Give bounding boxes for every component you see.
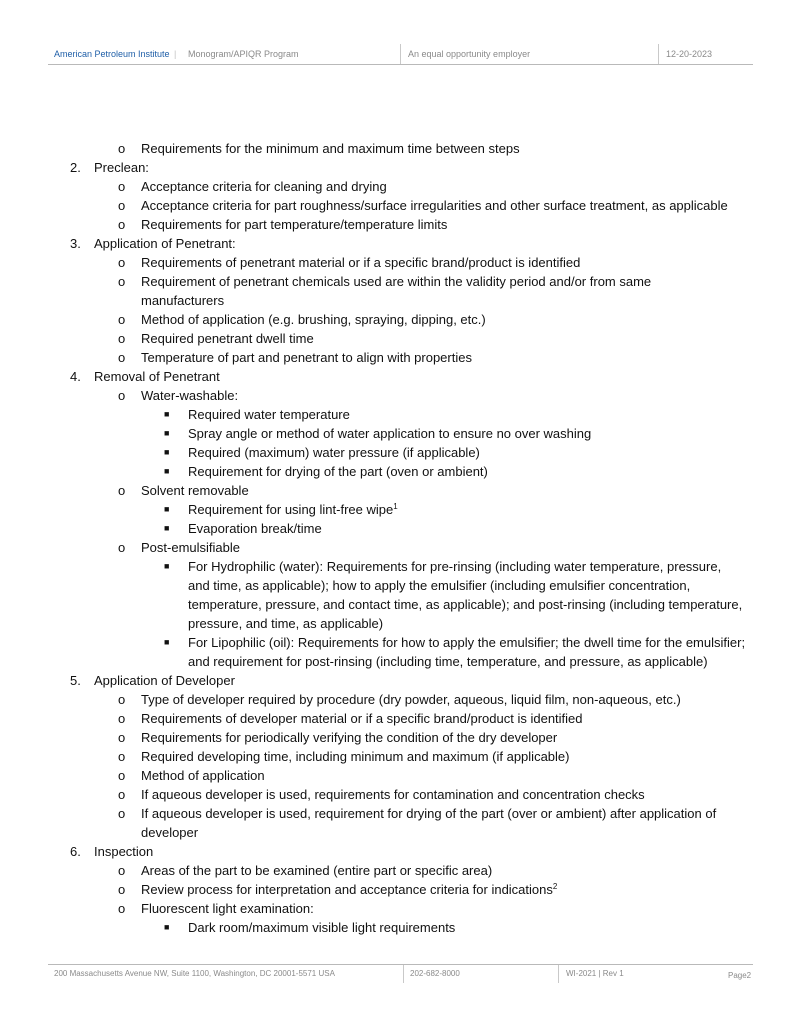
bullet-circle: o [118, 331, 126, 346]
bullet-circle: o [118, 863, 126, 878]
bullet-circle: o [118, 217, 126, 232]
bullet-circle: o [118, 901, 126, 916]
list-item: o Required developing time, including minimum and maximum (if applicable) [118, 749, 570, 764]
sub-list-item: ■ Evaporation break/time [164, 521, 322, 536]
bullet-circle: o [118, 787, 126, 802]
sub-list-item: ■ Required water temperature [164, 407, 350, 422]
list-item: o Method of application (e.g. brushing, spraying, dipping, etc.) [118, 312, 486, 327]
section-number: 3. [70, 236, 81, 251]
list-item: o If aqueous developer is used, requirement for drying of the part (over or ambient) after application of developer [118, 806, 717, 840]
bullet-square: ■ [164, 523, 170, 533]
bullet-circle: o [118, 806, 126, 821]
bullet-circle: o [118, 274, 126, 289]
bullet-circle: o [118, 179, 126, 194]
list-item: o Method of application [118, 768, 265, 783]
header-program: Monogram/APIQR Program [188, 49, 299, 59]
bullet-circle: o [118, 141, 126, 156]
list-item: o Acceptance criteria for part roughness/surface irregularities and other surface treatment, as applicable [118, 198, 728, 213]
header-employer-note: An equal opportunity employer [408, 49, 531, 59]
bullet-circle: o [118, 882, 126, 897]
list-item: o Required penetrant dwell time [118, 331, 314, 346]
section-number: 5. [70, 673, 81, 688]
footnote-ref[interactable]: 2 [552, 882, 558, 891]
list-item: o Review process for interpretation and acceptance criteria for indications$^2$ [118, 882, 558, 897]
sub-list-item: ■ Required (maximum) water pressure (if applicable) [164, 445, 480, 460]
sub-list-item: ■ Spray angle or method of water application to ensure no over washing [164, 426, 592, 441]
list-item: o Areas of the part to be examined (entire part or specific area) [118, 863, 493, 878]
section-heading: 4. Removal of Penetrant [70, 369, 220, 384]
bullet-circle: o [118, 388, 126, 403]
bullet-square: ■ [164, 466, 170, 476]
sub-list-item: ■ For Hydrophilic (water): Requirements for pre-rinsing (including water temperature, pressure, and time, as applicable); how to apply the emulsifier (including emulsifier concentration, temperature, pressure, and contact time, as applicable); and post-rinsing (including temperature, pressure, and time, as applicable) [164, 559, 743, 631]
bullet-circle: o [118, 540, 126, 555]
bullet-square: ■ [164, 447, 170, 457]
bullet-circle: o [118, 312, 126, 327]
page-header [48, 44, 753, 65]
list-item: o Temperature of part and penetrant to align with properties [118, 350, 472, 365]
list-item: o Requirement of penetrant chemicals used are within the validity period and/or from same manufacturers [118, 274, 652, 308]
section-heading: 5. Application of Developer [70, 673, 235, 688]
bullet-circle: o [118, 768, 126, 783]
footer-phone: 202-682-8000 [410, 969, 460, 978]
list-item: o Requirements of penetrant material or if a specific brand/product is identified [118, 255, 581, 270]
sub-list-item: ■ For Lipophilic (oil): Requirements for how to apply the emulsifier; the dwell time for the emulsifier; and requirement for post-rinsing (including time, temperature, and pressure, as applicable) [164, 635, 746, 669]
bullet-circle: o [118, 711, 126, 726]
footer-doc-ref: WI-2021 | Rev 1 [566, 969, 624, 978]
footer-address: 200 Massachusetts Avenue NW, Suite 1100, Washington, DC 20001-5571 USA [54, 969, 335, 978]
footer-divider [558, 965, 559, 983]
bullet-square: ■ [164, 428, 170, 438]
footer-divider [403, 965, 404, 983]
section-number: 6. [70, 844, 81, 859]
section-heading: 3. Application of Penetrant: [70, 236, 236, 251]
section-number: 2. [70, 160, 81, 175]
section-number: 4. [70, 369, 81, 384]
bullet-circle: o [118, 730, 126, 745]
bullet-circle: o [118, 198, 126, 213]
header-divider [400, 44, 401, 64]
list-item: o Fluorescent light examination: [118, 901, 314, 916]
bullet-circle: o [118, 255, 126, 270]
bullet-circle: o [118, 749, 126, 764]
bullet-square: ■ [164, 922, 170, 932]
bullet-square: ■ [164, 504, 170, 514]
footer-page-number: Page2 [728, 971, 752, 980]
list-item: o Acceptance criteria for cleaning and drying [118, 179, 387, 194]
bullet-circle: o [118, 350, 126, 365]
list-item: o Solvent removable [118, 483, 249, 498]
list-item: o Post-emulsifiable [118, 540, 240, 555]
bullet-square: ■ [164, 561, 170, 571]
list-item: o Water-washable: [118, 388, 239, 403]
header-date: 12-20-2023 [666, 49, 713, 59]
list-item: o Requirements for part temperature/temperature limits [118, 217, 448, 232]
document-body [0, 139, 800, 937]
section-heading: 2. Preclean: [70, 160, 149, 175]
list-item: o Type of developer required by procedure (dry powder, aqueous, liquid film, non-aqueous, etc.) [118, 692, 681, 707]
header-separator: | [174, 49, 177, 59]
sub-list-item: ■ Dark room/maximum visible light requirements [164, 920, 456, 935]
bullet-square: ■ [164, 409, 170, 419]
header-organization: American Petroleum Institute [54, 49, 170, 59]
sub-list-item: ■ Requirement for drying of the part (oven or ambient) [164, 464, 488, 479]
footnote-ref[interactable]: 1 [393, 502, 398, 511]
bullet-square: ■ [164, 637, 170, 647]
sub-list-item: ■ Requirement for using lint-free wipe$^1$ [164, 502, 398, 517]
section-heading: 6. Inspection [70, 844, 154, 859]
list-item: o If aqueous developer is used, requirements for contamination and concentration checks [118, 787, 645, 802]
list-item: o Requirements for periodically verifying the condition of the dry developer [118, 730, 558, 745]
header-divider [658, 44, 659, 64]
bullet-circle: o [118, 483, 126, 498]
list-item: o Requirements for the minimum and maximum time between steps [118, 141, 520, 156]
list-item: o Requirements of developer material or if a specific brand/product is identified [118, 711, 583, 726]
page-footer [48, 964, 753, 983]
bullet-circle: o [118, 692, 126, 707]
